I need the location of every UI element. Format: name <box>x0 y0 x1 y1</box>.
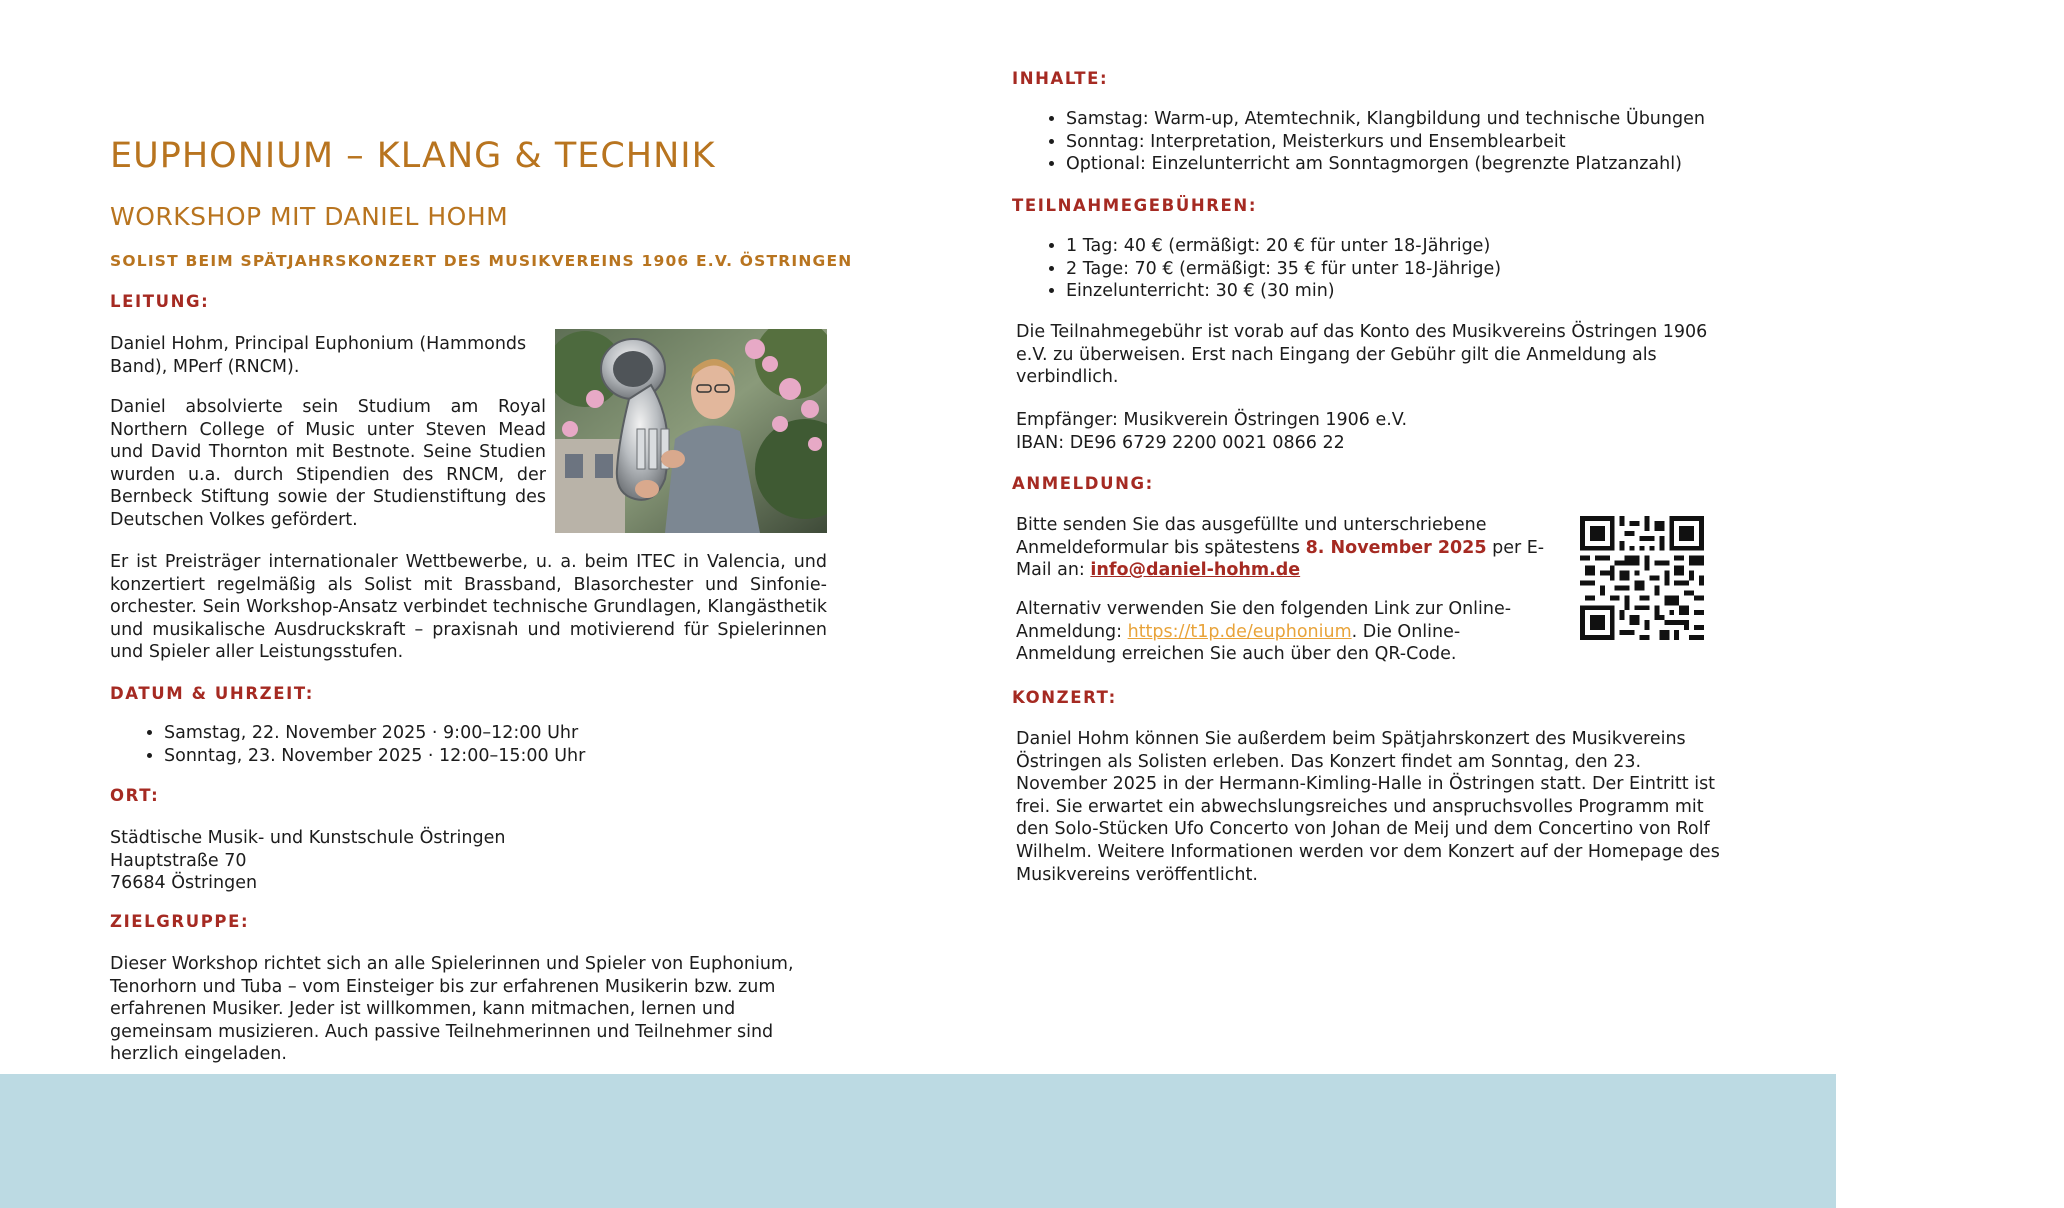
anmeldung-text-before: Bitte senden Sie das ausgefüllte und unterschriebene Anmeldeformular bis spätestens <box>1016 515 1487 558</box>
online-registration-link[interactable]: https://t1p.de/euphonium <box>1127 621 1352 642</box>
anmeldung-text <box>1016 514 1566 582</box>
zielgruppe-text: Dieser Workshop richtet sich an alle Spielerinnen und Spieler von Euphonium, Tenorhorn und Tuba – vom Einsteiger bis zur erfahrenen Musikerin bzw. zum erfahrenen Musiker. Jeder ist willkommen, kann mitmachen, lernen und gemeinsam musizieren. Auch passive Teilnehmerinnen und Teilnehmer sind herzlich eingeladen. <box>110 954 794 1065</box>
section-heading-anmeldung: ANMELDUNG: <box>1012 474 1154 493</box>
leitung-career: Er ist Preisträger internationaler Wettbewerbe, u. a. beim ITEC in Valencia, und konzertiert regelmäßig als Solist mit Brassband, Blasorchester und Sinfonie-orchester. Sein Workshop-Ansatz verbindet technische Grundlagen, Klangästhetik und musikalische Ausdruckskraft – praxisnah und motivierend für Spielerinnen und Spieler aller Leistungsstufen. <box>110 552 827 663</box>
page-tagline: SOLIST BEIM SPÄTJAHRSKONZERT DES MUSIKVEREINS 1906 E.V. ÖSTRINGEN <box>110 252 853 270</box>
gebuehren-list <box>1012 235 1786 303</box>
qr-code-icon[interactable] <box>1580 516 1704 640</box>
ort-line: 76684 Östringen <box>110 873 258 894</box>
section-heading-konzert: KONZERT: <box>1012 688 1117 707</box>
inhalte-item: • Samstag: Warm-up, Atemtechnik, Klangbildung und technische Übungen <box>1066 108 1786 131</box>
section-heading-leitung: LEITUNG: <box>110 292 210 311</box>
datum-item: • Samstag, 22. November 2025 · 9:00–12:00 Uhr <box>164 722 824 745</box>
section-heading-zielgruppe: ZIELGRUPPE: <box>110 912 250 931</box>
section-heading-gebuehren: TEILNAHMEGEBÜHREN: <box>1012 196 1258 215</box>
portrait-photo <box>555 329 827 533</box>
datum-list <box>110 722 824 767</box>
anmeldung-alt-after: . Die Online-Anmeldung erreichen Sie auch über den QR-Code. <box>1016 621 1461 665</box>
section-heading-datum: DATUM & UHRZEIT: <box>110 684 314 703</box>
section-heading-ort: ORT: <box>110 786 160 805</box>
email-link[interactable]: info@daniel-hohm.de <box>1090 560 1301 581</box>
gebuehren-item: • Einzelunterricht: 30 € (30 min) <box>1066 280 1786 303</box>
footer-band <box>0 1074 1836 1208</box>
datum-item: • Sonntag, 23. November 2025 · 12:00–15:00 Uhr <box>164 745 824 768</box>
bank-recipient: Empfänger: Musikverein Östringen 1906 e.V. <box>1016 410 1408 430</box>
bank-iban: IBAN: DE96 6729 2200 0021 0866 22 <box>1016 432 1345 453</box>
anmeldung-deadline: 8. November 2025 <box>1305 537 1487 558</box>
euphonium-player-image <box>555 329 827 533</box>
page-title: EUPHONIUM – KLANG & TECHNIK <box>110 136 716 176</box>
konzert-text: Daniel Hohm können Sie außerdem beim Spätjahrskonzert des Musikvereins Östringen als Solisten erleben. Das Konzert findet am Sonntag, den 23. November 2025 in der Hermann-Kimling-Halle in Östringen statt. Der Eintritt ist frei. Sie erwartet ein abwechslungsreiches und anspruchsvolles Programm mit den Solo-Stücken Ufo Concerto von Johan de Meij und dem Concertino von Rolf Wilhelm. Weitere Informationen werden vor dem Konzert auf der Homepage des Musikvereins veröffentlicht. <box>1016 729 1720 885</box>
inhalte-item: • Sonntag: Interpretation, Meisterkurs und Ensemblearbeit <box>1066 131 1786 154</box>
anmeldung-text-after: per E-Mail an: <box>1016 537 1545 581</box>
ort-address <box>110 827 770 895</box>
inhalte-item: • Optional: Einzelunterricht am Sonntagmorgen (begrenzte Platzanzahl) <box>1066 153 1786 176</box>
leitung-bio: Daniel absolvierte sein Studium am Royal Northern College of Music unter Steven Mead und David Thornton mit Bestnote. Seine Studien wurden u.a. durch Stipendien des RNCM, der Bernbeck Stiftung sowie der Studienstiftung des Deutschen Volkes gefördert. <box>110 397 546 530</box>
section-heading-inhalte: INHALTE: <box>1012 69 1109 88</box>
gebuehren-item: • 2 Tage: 70 € (ermäßigt: 35 € für unter 18-Jährige) <box>1066 258 1786 281</box>
page-subtitle: WORKSHOP MIT DANIEL HOHM <box>110 202 509 231</box>
bank-details <box>1016 409 1726 454</box>
inhalte-list <box>1012 108 1786 176</box>
gebuehren-note: Die Teilnahmegebühr ist vorab auf das Konto des Musikvereins Östringen 1906 e.V. zu überweisen. Erst nach Eingang der Gebühr gilt die Anmeldung als verbindlich. <box>1016 322 1708 388</box>
ort-line: Hauptstraße 70 <box>110 850 247 871</box>
anmeldung-alt-before: Alternativ verwenden Sie den folgenden Link zur Online-Anmeldung: <box>1016 599 1512 642</box>
leitung-intro: Daniel Hohm, Principal Euphonium (Hammonds Band), MPerf (RNCM). <box>110 334 527 377</box>
anmeldung-alt <box>1016 598 1551 666</box>
gebuehren-item: • 1 Tag: 40 € (ermäßigt: 20 € für unter 18-Jährige) <box>1066 235 1786 258</box>
ort-line: Städtische Musik- und Kunstschule Östringen <box>110 828 506 848</box>
